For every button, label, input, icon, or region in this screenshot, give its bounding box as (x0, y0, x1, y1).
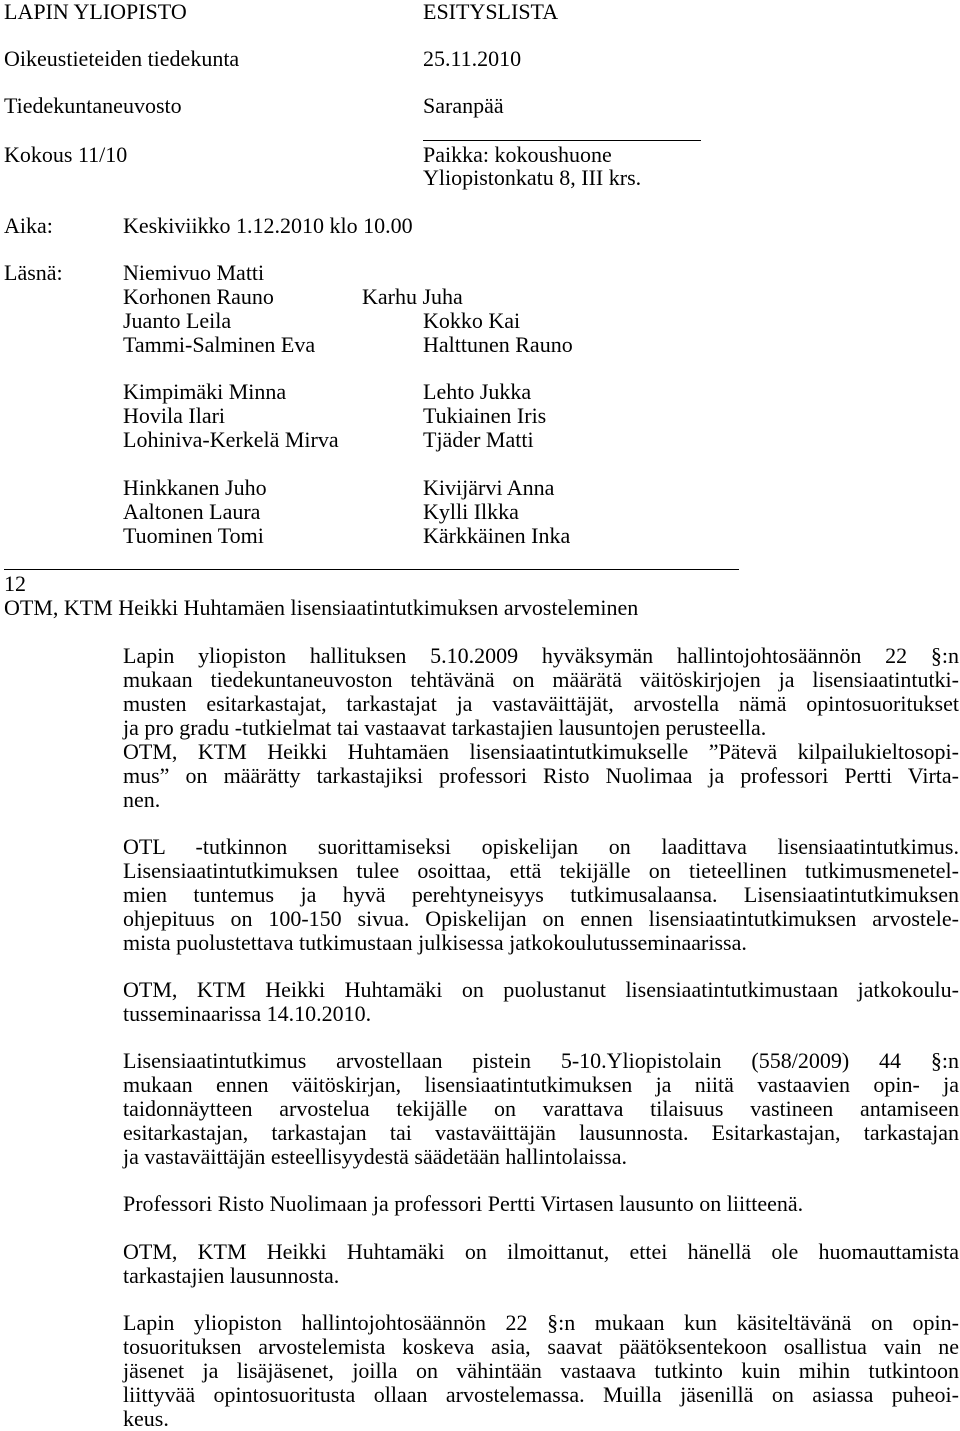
paragraph-line: Lisensiaatintutkimus arvostellaan pistein 5-10.Yliopistolain (558/2009) 44 §:n (123, 1048, 959, 1073)
item-title: OTM, KTM Heikki Huhtamäen lisensiaatintutkimuksen arvosteleminen (4, 595, 639, 620)
author-name: Saranpää (423, 93, 504, 118)
paragraph-line: OTM, KTM Heikki Huhtamäki on puolustanut lisensiaatintutkimustaan jatkokoulu- (123, 977, 959, 1002)
paragraph-line: mien tuntemus ja hyvä perehtyneisyys tutkimusalaansa. Lisensiaatintutkimuksen (123, 882, 959, 907)
attendee: Lohiniva-Kerkelä Mirva (123, 427, 339, 452)
attendee: Kivijärvi Anna (423, 475, 555, 500)
paragraph-line: tarkastajien lausunnosta. (123, 1263, 340, 1288)
paragraph (123, 644, 959, 812)
meeting-number: Kokous 11/10 (4, 142, 128, 167)
paragraph-line: tosuorituksen arvostelemista koskeva asia, saavat päätöksentekoon osallistua vain ne (123, 1334, 959, 1359)
paragraph (123, 1240, 959, 1288)
paragraph-line: tusseminaarissa 14.10.2010. (123, 1001, 372, 1026)
section-rule (4, 569, 739, 570)
paragraph-line: OTL -tutkinnon suorittamiseksi opiskelijan on laadittava lisensiaatintutkimus. (123, 834, 959, 859)
attendee: Kylli Ilkka (423, 499, 519, 524)
paragraph-line: Lapin yliopiston hallituksen 5.10.2009 hyväksymän hallintojohtosäännön 22 §:n (123, 643, 959, 668)
paragraph-line: nen. (123, 787, 161, 812)
paragraph-line: esitarkastajan, tarkastajan tai vastaväittäjän lausunnosta. Esitarkastajan, tarkastajan (123, 1120, 959, 1145)
paragraph-line: keus. (123, 1406, 169, 1431)
paragraph-line: mukaan ennen väitöskirjan, lisensiaatintutkimuksen ja niitä vastaavien opin- ja (123, 1072, 959, 1097)
document-type: ESITYSLISTA (423, 0, 559, 24)
item-number: 12 (4, 571, 26, 596)
attendee: Tuominen Tomi (123, 523, 264, 548)
council-name: Tiedekuntaneuvosto (4, 93, 182, 118)
header-rule (423, 140, 701, 141)
time-value: Keskiviikko 1.12.2010 klo 10.00 (123, 213, 413, 238)
paragraph-line: Professori Risto Nuolimaan ja professori Pertti Virtasen lausunto on liitteenä. (123, 1191, 804, 1216)
attendee: Hinkkanen Juho (123, 475, 267, 500)
attendee: Tammi-Salminen Eva (123, 332, 316, 357)
org-name: LAPIN YLIOPISTO (4, 0, 187, 24)
paragraph (123, 1311, 959, 1431)
paragraph-line: ja pro gradu -tutkielmat tai vastaavat tarkastajien lausuntojen perusteella. (123, 715, 767, 740)
paragraph-line: mista puolustettava tutkimustaan julkisessa jatkokoulutusseminaarissa. (123, 930, 747, 955)
attendee: Juanto Leila (123, 308, 232, 333)
place-line-1: Paikka: kokoushuone (423, 142, 612, 167)
paragraph-line: taidonnäytteen arvostelua tekijälle on varattava tilaisuus vastineen antamiseen (123, 1096, 959, 1121)
attendee: Tjäder Matti (423, 427, 534, 452)
attendee: Kimpimäki Minna (123, 379, 287, 404)
attendee: Hovila Ilari (123, 403, 226, 428)
paragraph-line: ja vastaväittäjän esteellisyydestä säädetään hallintolaissa. (123, 1144, 627, 1169)
paragraph-line: mus” on määrätty tarkastajiksi professori Risto Nuolimaa ja professori Pertti Virta- (123, 763, 959, 788)
attendees-label: Läsnä: (4, 260, 63, 285)
attendee: Karhu Juha (362, 284, 463, 309)
place-line-2: Yliopistonkatu 8, III krs. (423, 165, 642, 190)
attendee: Kärkkäinen Inka (423, 523, 571, 548)
paragraph-line: OTM, KTM Heikki Huhtamäen lisensiaatintutkimukselle ”Pätevä kilpailukieltosopi- (123, 739, 959, 764)
faculty-name: Oikeustieteiden tiedekunta (4, 46, 240, 71)
time-label: Aika: (4, 213, 53, 238)
paragraph-line: mukaan tiedekuntaneuvoston tehtävänä on määrätä väitöskirjojen ja lisensiaatintutki- (123, 667, 959, 692)
paragraph (123, 1049, 959, 1169)
paragraph (123, 835, 959, 955)
attendee: Tukiainen Iris (423, 403, 547, 428)
paragraph-line: liittyvää opintosuoritusta ollaan arvostelemassa. Muilla jäsenillä on asiassa puheoi- (123, 1382, 959, 1407)
paragraph (123, 978, 959, 1026)
attendee: Halttunen Rauno (423, 332, 573, 357)
paragraph-line: ohjepituus on 100-150 sivua. Opiskelijan on ennen lisensiaatintutkimuksen arvostele- (123, 906, 959, 931)
attendee-chair: Niemivuo Matti (123, 260, 265, 285)
attendee: Aaltonen Laura (123, 499, 261, 524)
attendee: Lehto Jukka (423, 379, 532, 404)
paragraph-line: Lisensiaatintutkimuksen tulee osoittaa, että tekijälle on tieteellinen tutkimusmenetel- (123, 858, 959, 883)
meeting-date: 25.11.2010 (423, 46, 522, 71)
paragraph-line: jäsenet ja lisäjäsenet, joilla on vähintään vastaava tutkinto kuin mihin tutkintoon (123, 1358, 959, 1383)
attendee: Kokko Kai (423, 308, 521, 333)
paragraph-line: Lapin yliopiston hallintojohtosäännön 22 §:n mukaan kun käsiteltävänä on opin- (123, 1310, 959, 1335)
paragraph-line: OTM, KTM Heikki Huhtamäki on ilmoittanut, ettei hänellä ole huomauttamista (123, 1239, 959, 1264)
paragraph-line: musten esitarkastajat, tarkastajat ja vastaväittäjät, arvostella nämä opintosuoritukset (123, 691, 959, 716)
attendee: Korhonen Rauno (123, 284, 274, 309)
paragraph (123, 1192, 959, 1216)
